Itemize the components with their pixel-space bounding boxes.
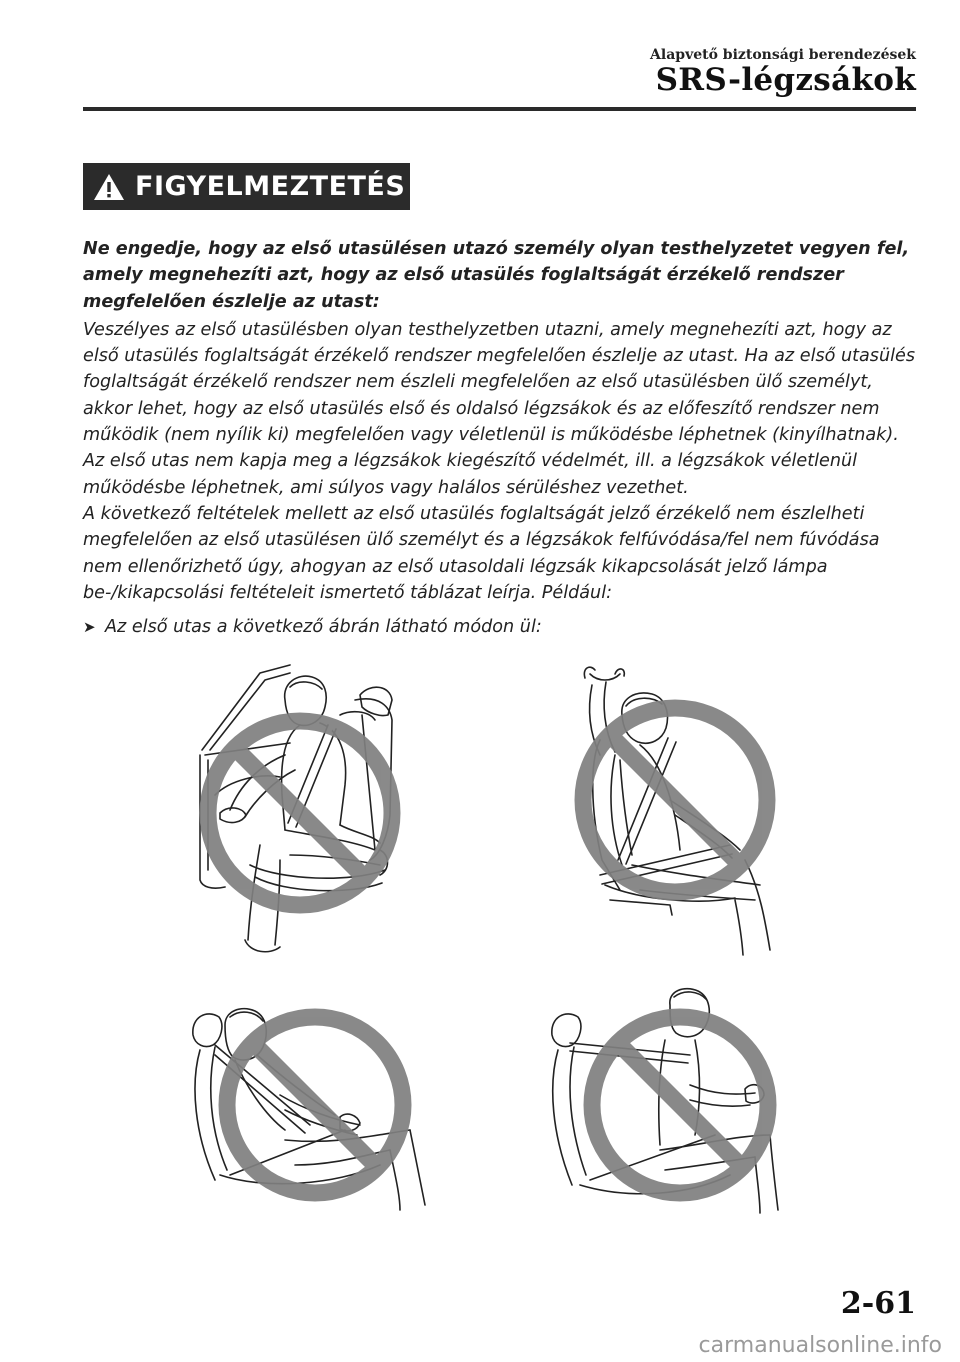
warning-lead: Ne engedje, hogy az első utasülésen utazó személy olyan testhelyzetet vegyen fel, amely megnehezíti azt, hogy az első utasülés foglaltságát érzékelő rendszer megfelelően észlelje az utast: <box>83 239 910 312</box>
warning-triangle-icon <box>89 171 129 203</box>
prohibition-sign-icon <box>227 1017 403 1193</box>
header-rule <box>83 107 916 111</box>
illustration-sitting-forward <box>540 985 800 1220</box>
warning-body <box>83 236 918 640</box>
section-kicker: Alapvető biztonsági berendezések <box>650 47 916 63</box>
illustration-leaning-forward <box>185 1005 430 1220</box>
page-number: 2-61 <box>840 1286 916 1321</box>
illustration-arm-raised <box>560 660 790 960</box>
bullet-item <box>83 614 918 640</box>
prohibition-sign-icon <box>592 1017 768 1193</box>
paragraph-1: Veszélyes az első utasülésben olyan testhelyzetben utazni, amely megnehezíti azt, hogy az első utasülés foglaltságát érzékelő rendszer megfelelően észlelje az utast. Ha az első utasülés foglaltságát érzékelő rendszer nem észleli megfelelően az első utasülésben ülő személyt, akkor lehet, hogy az első utasülés első és oldalsó légzsákok és az előfeszítő rendszer nem működik (nem nyílik ki) megfelelően vagy véletlenül is működésbe léphetnek (kinyílhatnak). Az első utas nem kapja meg a légzsákok kiegészítő védelmét, ill. a légzsákok véletlenül működésbe léphetnek, ami súlyos vagy halálos sérüléshez vezethet. <box>83 319 916 498</box>
illustration-leaning-on-door <box>190 655 420 960</box>
bullet-text: Az első utas a következő ábrán látható módon ül: <box>105 617 542 638</box>
page-title: SRS-légzsákok <box>655 62 916 98</box>
warning-banner <box>83 163 410 210</box>
warning-label: FIGYELMEZTETÉS <box>135 171 406 202</box>
watermark-text: carmanualsonline.info <box>698 1333 942 1358</box>
arrow-bullet-icon: ➤ <box>83 618 96 637</box>
paragraph-2: A következő feltételek mellett az első utasülés foglaltságát jelző érzékelő nem észlelheti megfelelően az első utasülésen ülő személyt és a légzsákok felfúvódása/fel nem fúvódása nem ellenőrizhető úgy, ahogyan az első utasoldali légzsák kikapcsolását jelző lámpa be-/kikapcsolási feltételeit ismertető táblázat leírja. Például: <box>83 503 880 603</box>
